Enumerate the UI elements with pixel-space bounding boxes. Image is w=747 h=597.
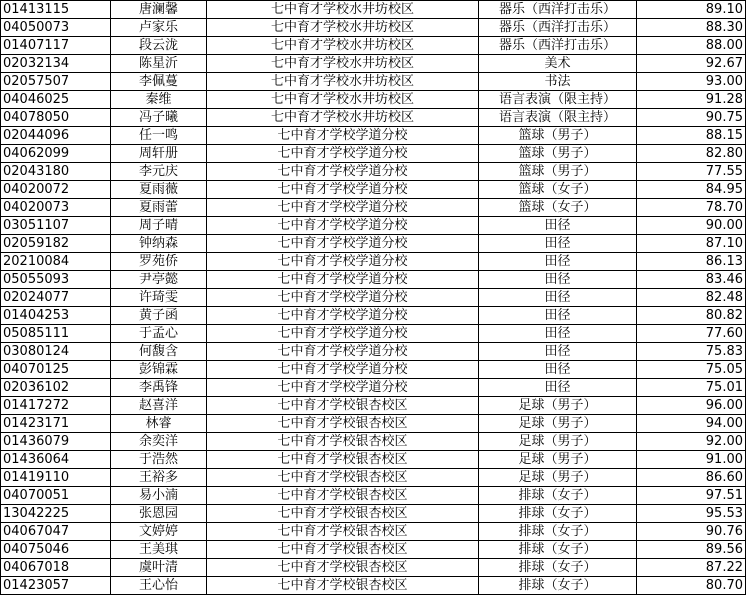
- category-cell: 田径: [479, 235, 637, 253]
- school-cell: 七中育才学校银杏校区: [207, 505, 479, 523]
- school-cell: 七中育才学校银杏校区: [207, 415, 479, 433]
- student-name-cell: 钟纳森: [111, 235, 207, 253]
- category-cell: 足球（男子）: [479, 469, 637, 487]
- student-id-cell: 01413115: [1, 1, 111, 19]
- table-row: [1, 523, 746, 541]
- category-cell: 美术: [479, 55, 637, 73]
- table-row: [1, 55, 746, 73]
- category-cell: 足球（男子）: [479, 415, 637, 433]
- school-cell: 七中育才学校学道分校: [207, 145, 479, 163]
- student-name-cell: 任一鸣: [111, 127, 207, 145]
- school-cell: 七中育才学校学道分校: [207, 217, 479, 235]
- school-cell: 七中育才学校银杏校区: [207, 487, 479, 505]
- category-cell: 田径: [479, 379, 637, 397]
- category-cell: 田径: [479, 307, 637, 325]
- school-cell: 七中育才学校学道分校: [207, 235, 479, 253]
- student-name-cell: 夏雨薇: [111, 181, 207, 199]
- school-cell: 七中育才学校水井坊校区: [207, 19, 479, 37]
- student-id-cell: 01436064: [1, 451, 111, 469]
- school-cell: 七中育才学校学道分校: [207, 163, 479, 181]
- score-cell: 78.70: [637, 199, 746, 217]
- student-id-cell: 02032134: [1, 55, 111, 73]
- score-cell: 92.00: [637, 433, 746, 451]
- student-id-cell: 04046025: [1, 91, 111, 109]
- student-name-cell: 冯子曦: [111, 109, 207, 127]
- category-cell: 田径: [479, 217, 637, 235]
- student-id-cell: 01423171: [1, 415, 111, 433]
- score-cell: 88.30: [637, 19, 746, 37]
- table-row: [1, 505, 746, 523]
- score-cell: 88.15: [637, 127, 746, 145]
- student-name-cell: 易小湳: [111, 487, 207, 505]
- category-cell: 排球（女子）: [479, 505, 637, 523]
- school-cell: 七中育才学校学道分校: [207, 271, 479, 289]
- student-id-cell: 02059182: [1, 235, 111, 253]
- table-row: [1, 361, 746, 379]
- table-row: [1, 397, 746, 415]
- student-name-cell: 王裕多: [111, 469, 207, 487]
- student-id-cell: 04020072: [1, 181, 111, 199]
- student-name-cell: 唐澜馨: [111, 1, 207, 19]
- school-cell: 七中育才学校学道分校: [207, 379, 479, 397]
- score-cell: 82.80: [637, 145, 746, 163]
- student-id-cell: 04067047: [1, 523, 111, 541]
- student-id-cell: 13042225: [1, 505, 111, 523]
- student-name-cell: 周子晴: [111, 217, 207, 235]
- score-cell: 95.53: [637, 505, 746, 523]
- table-row: [1, 73, 746, 91]
- student-name-cell: 张恩园: [111, 505, 207, 523]
- school-cell: 七中育才学校水井坊校区: [207, 73, 479, 91]
- score-cell: 90.76: [637, 523, 746, 541]
- student-id-cell: 20210084: [1, 253, 111, 271]
- score-cell: 90.75: [637, 109, 746, 127]
- student-id-cell: 04075046: [1, 541, 111, 559]
- category-cell: 器乐（西洋打击乐）: [479, 19, 637, 37]
- student-name-cell: 罗苑侨: [111, 253, 207, 271]
- student-id-cell: 04020073: [1, 199, 111, 217]
- table-row: [1, 19, 746, 37]
- score-cell: 89.56: [637, 541, 746, 559]
- student-id-cell: 04070125: [1, 361, 111, 379]
- student-id-cell: 04070051: [1, 487, 111, 505]
- student-id-cell: 02024077: [1, 289, 111, 307]
- school-cell: 七中育才学校水井坊校区: [207, 37, 479, 55]
- school-cell: 七中育才学校学道分校: [207, 199, 479, 217]
- school-cell: 七中育才学校学道分校: [207, 253, 479, 271]
- category-cell: 篮球（女子）: [479, 199, 637, 217]
- school-cell: 七中育才学校银杏校区: [207, 577, 479, 595]
- student-name-cell: 林睿: [111, 415, 207, 433]
- school-cell: 七中育才学校学道分校: [207, 361, 479, 379]
- category-cell: 田径: [479, 271, 637, 289]
- student-id-cell: 01419110: [1, 469, 111, 487]
- student-name-cell: 黄子函: [111, 307, 207, 325]
- student-name-cell: 赵喜洋: [111, 397, 207, 415]
- category-cell: 田径: [479, 325, 637, 343]
- category-cell: 器乐（西洋打击乐）: [479, 37, 637, 55]
- student-id-cell: 04078050: [1, 109, 111, 127]
- school-cell: 七中育才学校银杏校区: [207, 433, 479, 451]
- school-cell: 七中育才学校水井坊校区: [207, 91, 479, 109]
- school-cell: 七中育才学校银杏校区: [207, 541, 479, 559]
- category-cell: 书法: [479, 73, 637, 91]
- table-row: [1, 469, 746, 487]
- student-id-cell: 02043180: [1, 163, 111, 181]
- student-id-cell: 05055093: [1, 271, 111, 289]
- score-cell: 75.05: [637, 361, 746, 379]
- student-name-cell: 于孟心: [111, 325, 207, 343]
- student-id-cell: 02036102: [1, 379, 111, 397]
- table-body: [1, 1, 746, 595]
- school-cell: 七中育才学校银杏校区: [207, 559, 479, 577]
- student-name-cell: 陈星沂: [111, 55, 207, 73]
- score-cell: 88.00: [637, 37, 746, 55]
- score-cell: 94.00: [637, 415, 746, 433]
- school-cell: 七中育才学校水井坊校区: [207, 55, 479, 73]
- student-id-cell: 02057507: [1, 73, 111, 91]
- school-cell: 七中育才学校学道分校: [207, 127, 479, 145]
- score-cell: 91.00: [637, 451, 746, 469]
- score-cell: 87.10: [637, 235, 746, 253]
- score-cell: 87.22: [637, 559, 746, 577]
- student-id-cell: 05085111: [1, 325, 111, 343]
- school-cell: 七中育才学校学道分校: [207, 181, 479, 199]
- table-row: [1, 433, 746, 451]
- category-cell: 篮球（女子）: [479, 181, 637, 199]
- school-cell: 七中育才学校水井坊校区: [207, 1, 479, 19]
- category-cell: 器乐（西洋打击乐）: [479, 1, 637, 19]
- school-cell: 七中育才学校水井坊校区: [207, 109, 479, 127]
- school-cell: 七中育才学校银杏校区: [207, 397, 479, 415]
- score-cell: 77.60: [637, 325, 746, 343]
- student-id-cell: 03051107: [1, 217, 111, 235]
- table-row: [1, 559, 746, 577]
- table-row: [1, 451, 746, 469]
- category-cell: 排球（女子）: [479, 541, 637, 559]
- score-cell: 80.82: [637, 307, 746, 325]
- category-cell: 足球（男子）: [479, 433, 637, 451]
- student-name-cell: 许琦雯: [111, 289, 207, 307]
- student-id-cell: 04050073: [1, 19, 111, 37]
- category-cell: 语言表演（限主持）: [479, 109, 637, 127]
- category-cell: 田径: [479, 289, 637, 307]
- table-row: [1, 289, 746, 307]
- table-row: [1, 379, 746, 397]
- category-cell: 足球（男子）: [479, 397, 637, 415]
- score-cell: 93.00: [637, 73, 746, 91]
- table-row: [1, 91, 746, 109]
- student-name-cell: 余奕洋: [111, 433, 207, 451]
- student-id-cell: 01417272: [1, 397, 111, 415]
- school-cell: 七中育才学校学道分校: [207, 289, 479, 307]
- table-row: [1, 1, 746, 19]
- category-cell: 排球（女子）: [479, 487, 637, 505]
- student-name-cell: 于浩然: [111, 451, 207, 469]
- student-name-cell: 夏雨蕾: [111, 199, 207, 217]
- school-cell: 七中育才学校学道分校: [207, 343, 479, 361]
- school-cell: 七中育才学校银杏校区: [207, 451, 479, 469]
- category-cell: 篮球（男子）: [479, 163, 637, 181]
- category-cell: 田径: [479, 361, 637, 379]
- table-row: [1, 325, 746, 343]
- student-id-cell: 01407117: [1, 37, 111, 55]
- student-name-cell: 周轩册: [111, 145, 207, 163]
- student-name-cell: 何馥含: [111, 343, 207, 361]
- category-cell: 足球（男子）: [479, 451, 637, 469]
- score-cell: 86.13: [637, 253, 746, 271]
- table-row: [1, 217, 746, 235]
- table-row: [1, 487, 746, 505]
- school-cell: 七中育才学校学道分校: [207, 307, 479, 325]
- student-id-cell: 04062099: [1, 145, 111, 163]
- score-cell: 77.55: [637, 163, 746, 181]
- score-cell: 91.28: [637, 91, 746, 109]
- table-row: [1, 37, 746, 55]
- student-id-cell: 01423057: [1, 577, 111, 595]
- table-row: [1, 109, 746, 127]
- school-cell: 七中育才学校学道分校: [207, 325, 479, 343]
- student-name-cell: 段云泷: [111, 37, 207, 55]
- category-cell: 语言表演（限主持）: [479, 91, 637, 109]
- table-row: [1, 271, 746, 289]
- category-cell: 田径: [479, 343, 637, 361]
- table-row: [1, 307, 746, 325]
- score-cell: 92.67: [637, 55, 746, 73]
- table-row: [1, 145, 746, 163]
- student-name-cell: 文婷婷: [111, 523, 207, 541]
- score-cell: 90.00: [637, 217, 746, 235]
- category-cell: 排球（女子）: [479, 559, 637, 577]
- category-cell: 排球（女子）: [479, 523, 637, 541]
- category-cell: 田径: [479, 253, 637, 271]
- score-cell: 84.95: [637, 181, 746, 199]
- student-id-cell: 01436079: [1, 433, 111, 451]
- score-cell: 75.83: [637, 343, 746, 361]
- student-name-cell: 李佩蔓: [111, 73, 207, 91]
- score-cell: 75.01: [637, 379, 746, 397]
- student-id-cell: 02044096: [1, 127, 111, 145]
- score-cell: 96.00: [637, 397, 746, 415]
- table-row: [1, 163, 746, 181]
- school-cell: 七中育才学校银杏校区: [207, 523, 479, 541]
- table-row: [1, 127, 746, 145]
- student-name-cell: 尹亭懿: [111, 271, 207, 289]
- table-row: [1, 415, 746, 433]
- student-name-cell: 彭锦霖: [111, 361, 207, 379]
- category-cell: 篮球（男子）: [479, 127, 637, 145]
- score-cell: 97.51: [637, 487, 746, 505]
- student-name-cell: 卢家乐: [111, 19, 207, 37]
- student-name-cell: 秦维: [111, 91, 207, 109]
- score-cell: 89.10: [637, 1, 746, 19]
- score-cell: 83.46: [637, 271, 746, 289]
- table-row: [1, 343, 746, 361]
- score-cell: 86.60: [637, 469, 746, 487]
- student-id-cell: 04067018: [1, 559, 111, 577]
- table-row: [1, 181, 746, 199]
- table-row: [1, 577, 746, 595]
- category-cell: 篮球（男子）: [479, 145, 637, 163]
- category-cell: 排球（女子）: [479, 577, 637, 595]
- table-row: [1, 253, 746, 271]
- score-cell: 80.70: [637, 577, 746, 595]
- score-cell: 82.48: [637, 289, 746, 307]
- table-row: [1, 199, 746, 217]
- student-id-cell: 01404253: [1, 307, 111, 325]
- school-cell: 七中育才学校银杏校区: [207, 469, 479, 487]
- student-name-cell: 王心怡: [111, 577, 207, 595]
- student-name-cell: 王美琪: [111, 541, 207, 559]
- student-name-cell: 李禹锋: [111, 379, 207, 397]
- student-id-cell: 03080124: [1, 343, 111, 361]
- table-row: [1, 235, 746, 253]
- table-row: [1, 541, 746, 559]
- student-name-cell: 李元庆: [111, 163, 207, 181]
- student-name-cell: 虞叶清: [111, 559, 207, 577]
